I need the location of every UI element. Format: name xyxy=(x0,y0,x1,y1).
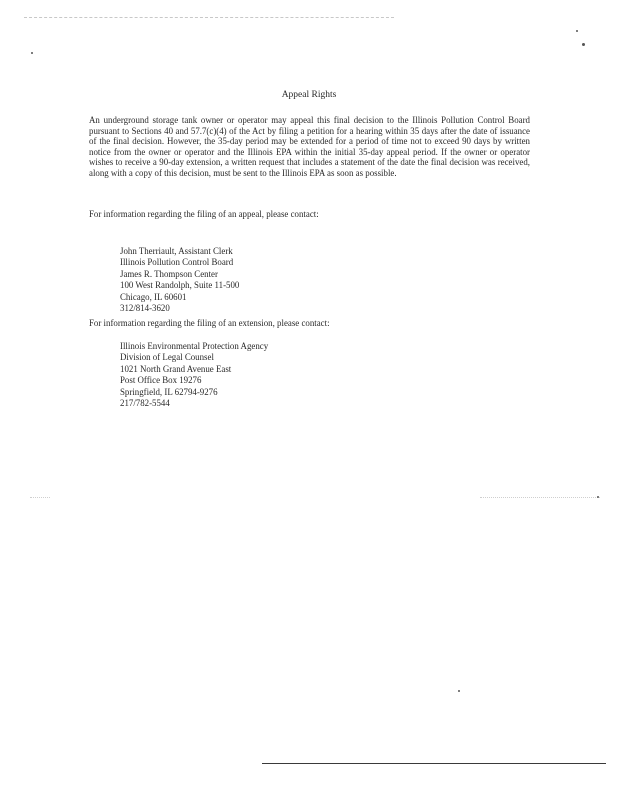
address-line: Post Office Box 19276 xyxy=(120,375,202,386)
scan-artifact-top-line xyxy=(24,17,394,18)
appeal-contact-address xyxy=(120,246,239,314)
scan-speck xyxy=(458,690,460,692)
address-line: Illinois Pollution Control Board xyxy=(120,257,234,268)
appeal-rights-paragraph: An underground storage tank owner or operator may appeal this final decision to the Illinois Pollution Control Board pursuant to Sections 40 and 57.7(c)(4) of the Act by filing a petition for a hearing within 35 days after the date of issuance of the final decision. However, the 35-day period may be extended for a period of time not to exceed 90 days by written notice from the owner or operator and the Illinois EPA within the initial 35-day appeal period. If the owner or operator wishes to receive a 90-day extension, a written request that includes a statement of the date the final decision was received, along with a copy of this decision, must be sent to the Illinois EPA as soon as possible. xyxy=(89,115,530,178)
appeal-contact-intro: For information regarding the filing of an appeal, please contact: xyxy=(89,209,319,219)
scan-speck xyxy=(576,30,578,32)
scan-artifact-mid-line xyxy=(30,497,50,498)
scan-speck xyxy=(31,52,33,54)
address-line: Springfield, IL 62794-9276 xyxy=(120,386,218,397)
address-line: James R. Thompson Center xyxy=(120,268,218,279)
address-line: Illinois Environmental Protection Agency xyxy=(120,341,269,351)
scan-speck xyxy=(582,43,585,46)
address-line: 217/782-5544 xyxy=(120,398,170,409)
extension-contact-address xyxy=(120,341,268,409)
document-title: Appeal Rights xyxy=(281,90,337,100)
scan-artifact-bottom-line xyxy=(262,763,606,764)
address-line: Division of Legal Counsel xyxy=(120,352,214,363)
address-line: John Therriault, Assistant Clerk xyxy=(120,246,233,256)
address-line: 312/814-3620 xyxy=(120,303,170,314)
address-line: Chicago, IL 60601 xyxy=(120,291,187,302)
scan-artifact-mid-line-right xyxy=(480,497,600,498)
address-line: 100 West Randolph, Suite 11-500 xyxy=(120,280,240,291)
address-line: 1021 North Grand Avenue East xyxy=(120,363,232,374)
scan-speck xyxy=(597,496,599,498)
extension-contact-intro: For information regarding the filing of an extension, please contact: xyxy=(89,318,330,328)
